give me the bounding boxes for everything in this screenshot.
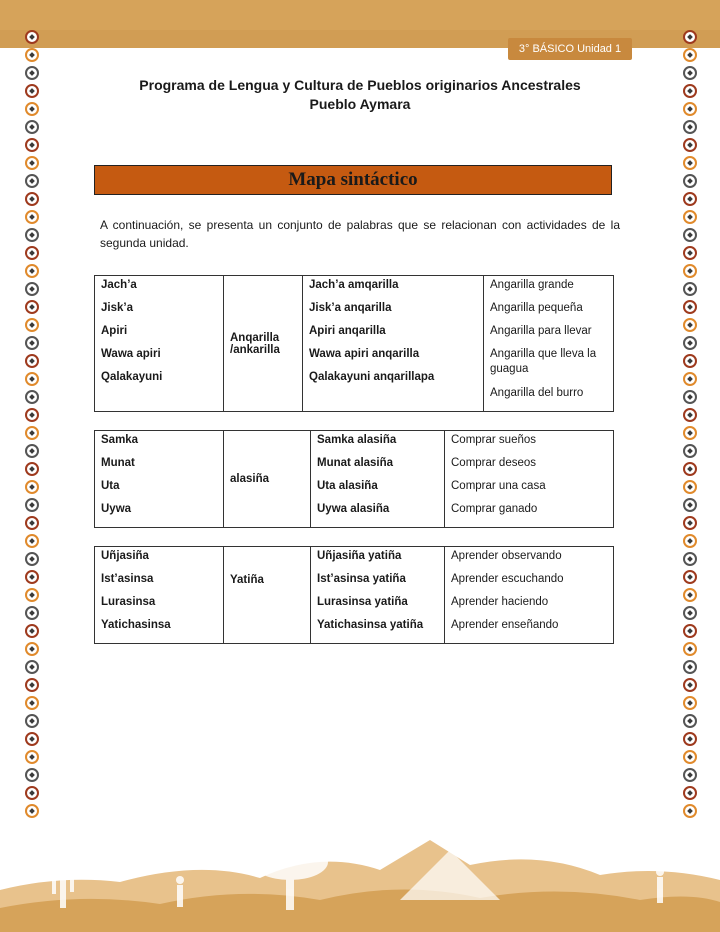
border-ornament (25, 426, 39, 440)
border-ornament (25, 534, 39, 548)
border-ornament (683, 696, 697, 710)
meaning: Angarilla pequeña (490, 302, 583, 314)
word: Wawa apiri (101, 348, 161, 360)
border-ornament (683, 768, 697, 782)
vocab-table-alasina (94, 430, 614, 528)
border-ornament (25, 192, 39, 206)
word: Jach’a (101, 279, 137, 291)
border-ornament (683, 210, 697, 224)
meaning: Aprender observando (451, 550, 562, 562)
border-ornament (683, 804, 697, 818)
border-ornament (25, 336, 39, 350)
border-ornament (683, 570, 697, 584)
meaning: Angarilla que lleva la guagua (490, 348, 597, 375)
border-ornament (683, 246, 697, 260)
border-ornament (25, 660, 39, 674)
word: Jisk’a (101, 302, 133, 314)
border-ornament (683, 516, 697, 530)
words-cell (95, 431, 224, 528)
border-ornament (25, 66, 39, 80)
word: Lurasinsa (101, 596, 156, 608)
border-ornament (683, 120, 697, 134)
meaning: Angarilla para llevar (490, 325, 592, 337)
meanings-cell (445, 547, 614, 644)
border-ornament (25, 588, 39, 602)
border-ornament (683, 282, 697, 296)
border-ornament (683, 480, 697, 494)
grade-unit-tab: 3° BÁSICO Unidad 1 (508, 38, 632, 60)
compound: Uñjasiña yatiña (317, 550, 402, 562)
compound: Wawa apiri anqarilla (309, 348, 420, 360)
border-ornament (683, 624, 697, 638)
meaning: Angarilla grande (490, 279, 574, 291)
border-ornament (683, 156, 697, 170)
meanings-cell (484, 276, 614, 412)
border-ornament (25, 84, 39, 98)
meaning: Aprender haciendo (451, 596, 549, 608)
border-ornament (25, 318, 39, 332)
border-ornament (683, 300, 697, 314)
meaning: Comprar sueños (451, 434, 537, 446)
border-ornament (25, 102, 39, 116)
words-cell (95, 547, 224, 644)
root-cell: alasiña (224, 431, 311, 528)
border-ornament (25, 570, 39, 584)
border-ornament (683, 408, 697, 422)
word: Ist’asinsa (101, 573, 154, 585)
word: Munat (101, 457, 135, 469)
compound: Samka alasiña (317, 434, 397, 446)
border-ornament (25, 768, 39, 782)
border-ornament (683, 66, 697, 80)
intro-paragraph: A continuación, se presenta un conjunto de palabras que se relacionan con actividades de la segunda unidad. (100, 218, 620, 250)
border-ornament (683, 30, 697, 44)
border-ornament (683, 426, 697, 440)
border-ornament (683, 534, 697, 548)
border-ornament (25, 498, 39, 512)
border-ornament (683, 102, 697, 116)
vocab-table-anqarilla (94, 275, 614, 412)
border-ornament (25, 408, 39, 422)
meaning: Comprar deseos (451, 457, 537, 469)
border-ornament (683, 786, 697, 800)
words-cell (95, 276, 224, 412)
border-ornament (25, 696, 39, 710)
border-ornament (25, 480, 39, 494)
word: Samka (101, 434, 139, 446)
border-ornament (25, 372, 39, 386)
compounds-cell (311, 431, 445, 528)
border-ornament (25, 354, 39, 368)
word: Apiri (101, 325, 128, 337)
border-ornament (25, 624, 39, 638)
border-ornament (25, 786, 39, 800)
border-ornament (683, 606, 697, 620)
border-ornament (683, 750, 697, 764)
compounds-cell (303, 276, 484, 412)
border-ornament (25, 804, 39, 818)
vocab-table-yatina (94, 546, 614, 644)
section-banner: Mapa sintáctico (94, 165, 612, 195)
border-ornament (683, 318, 697, 332)
border-ornament (25, 678, 39, 692)
meaning: Comprar una casa (451, 480, 546, 492)
border-ornament (683, 48, 697, 62)
compound: Ist’asinsa yatiña (317, 573, 406, 585)
border-ornament (683, 174, 697, 188)
border-ornament (683, 372, 697, 386)
border-ornament (25, 282, 39, 296)
border-ornament (25, 30, 39, 44)
compound: Qalakayuni anqarillapa (309, 371, 435, 383)
border-ornament (25, 516, 39, 530)
border-ornament (25, 138, 39, 152)
border-ornament (25, 228, 39, 242)
root-word: Yatiña (230, 574, 264, 586)
border-ornament (683, 642, 697, 656)
compound: Munat alasiña (317, 457, 394, 469)
border-ornament (683, 498, 697, 512)
table-row (95, 547, 614, 644)
border-ornament (25, 210, 39, 224)
border-ornament (683, 354, 697, 368)
border-ornament (25, 48, 39, 62)
border-ornament (25, 246, 39, 260)
border-ornament (683, 552, 697, 566)
compound: Apiri anqarilla (309, 325, 386, 337)
compound: Yatichasinsa yatiña (317, 619, 424, 631)
border-ornament (683, 228, 697, 242)
border-ornament (25, 606, 39, 620)
program-title: Programa de Lengua y Cultura de Pueblos originarios Ancestrales (139, 77, 581, 93)
border-ornament (25, 750, 39, 764)
compound: Jisk’a anqarilla (309, 302, 392, 314)
meaning: Comprar ganado (451, 503, 538, 515)
border-ornament (683, 714, 697, 728)
table-row (95, 276, 614, 412)
border-ornament (25, 444, 39, 458)
border-ornament (25, 462, 39, 476)
compound: Lurasinsa yatiña (317, 596, 408, 608)
compound: Uta alasiña (317, 480, 378, 492)
meaning: Aprender enseñando (451, 619, 559, 631)
root-cell (224, 547, 311, 644)
border-ornament (683, 678, 697, 692)
border-ornament (683, 336, 697, 350)
meaning: Aprender escuchando (451, 573, 564, 585)
border-ornament (25, 264, 39, 278)
border-ornament (683, 192, 697, 206)
border-ornament (25, 552, 39, 566)
compound: Jach’a amqarilla (309, 279, 399, 291)
compounds-cell (311, 547, 445, 644)
border-ornament (25, 120, 39, 134)
border-ornament (683, 660, 697, 674)
people-title: Pueblo Aymara (309, 96, 411, 112)
border-ornament (25, 300, 39, 314)
border-ornament (25, 642, 39, 656)
border-ornament (25, 390, 39, 404)
border-ornament (683, 732, 697, 746)
border-ornament (683, 264, 697, 278)
border-ornament (683, 444, 697, 458)
word: Uta (101, 480, 120, 492)
border-ornament (683, 462, 697, 476)
root-cell: Anqarilla /ankarilla (224, 276, 303, 412)
meaning: Angarilla del burro (490, 387, 584, 399)
border-ornament (683, 84, 697, 98)
border-ornament (25, 174, 39, 188)
table-row (95, 431, 614, 528)
word: Qalakayuni (101, 371, 163, 383)
word: Yatichasinsa (101, 619, 171, 631)
landscape-footer-illustration (0, 820, 720, 932)
page-title (100, 76, 620, 114)
border-ornament (683, 138, 697, 152)
border-ornament (25, 156, 39, 170)
word: Uñjasiña (101, 550, 149, 562)
border-ornament (683, 588, 697, 602)
compound: Uywa alasiña (317, 503, 390, 515)
meanings-cell (445, 431, 614, 528)
border-ornament (25, 714, 39, 728)
border-ornament (683, 390, 697, 404)
right-decorative-border (680, 30, 700, 830)
left-decorative-border (22, 30, 42, 830)
word: Uywa (101, 503, 132, 515)
border-ornament (25, 732, 39, 746)
